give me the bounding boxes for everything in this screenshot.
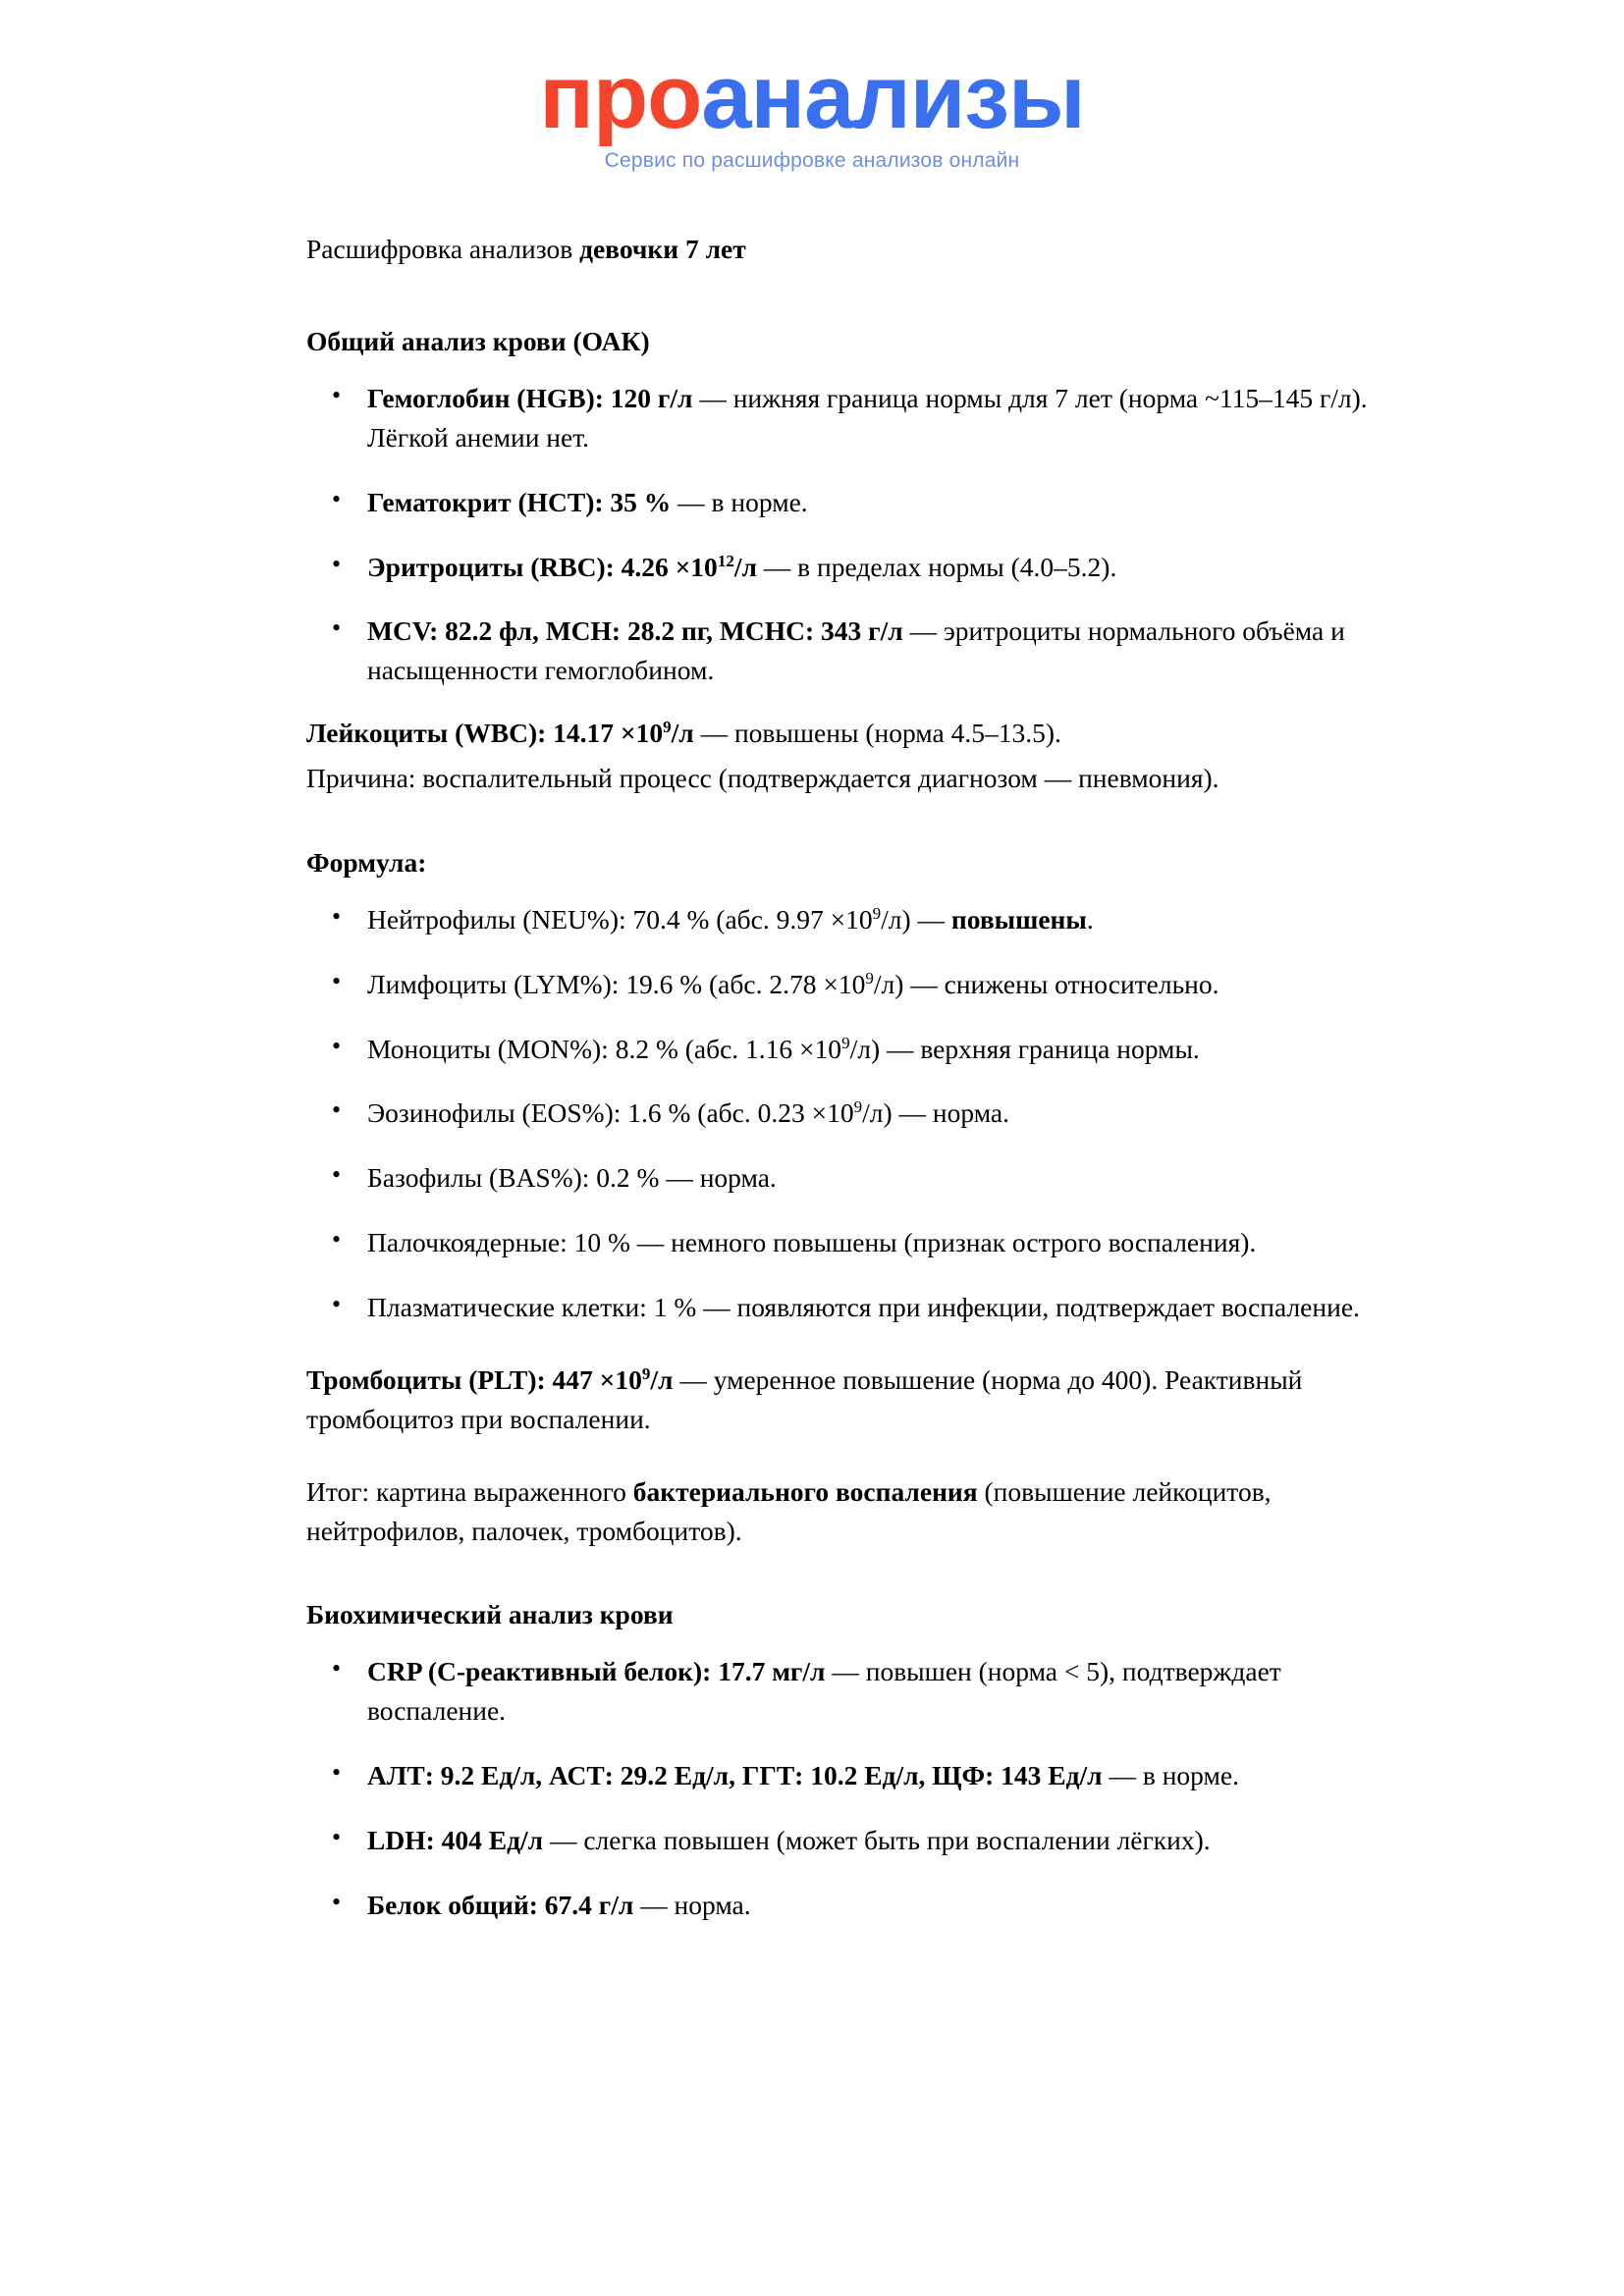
section-heading-biochemistry: Биохимический анализ крови (306, 1599, 674, 1630)
diff-eos-mid: /л) — норма. (862, 1097, 1009, 1129)
site-header (0, 0, 1624, 173)
site-logo[interactable] (0, 47, 1624, 147)
summary-diagnosis: бактериального воспаления (632, 1475, 978, 1507)
list-item (306, 1821, 1396, 1860)
biochem-protein-note: — норма. (633, 1889, 751, 1920)
cbc-summary-line (306, 1472, 1396, 1551)
list-item (306, 612, 1396, 690)
list-item (306, 1158, 1396, 1198)
platelets-line (306, 1361, 1396, 1439)
cbc-hct-note: — в норме. (671, 486, 808, 517)
summary-pre: Итог: картина выраженного (306, 1475, 633, 1507)
cbc-rbc-value-pre: Эритроциты (RBC): 4.26 ×10 (367, 551, 718, 582)
list-item (306, 1094, 1396, 1133)
cbc-wbc-line (306, 714, 1396, 753)
biochem-enzymes-value: АЛТ: 9.2 Ед/л, АСТ: 29.2 Ед/л, ГГТ: 10.2 Ед/л, ЩФ: 143 Ед/л (367, 1760, 1103, 1791)
biochem-protein-value: Белок общий: 67.4 г/л (367, 1889, 634, 1920)
differential-bullet-list (306, 900, 1396, 1327)
list-item (306, 1652, 1396, 1731)
plt-value-pre: Тромбоциты (PLT): 447 ×10 (306, 1363, 642, 1395)
list-item (306, 1223, 1396, 1262)
list-item (306, 548, 1396, 587)
diff-mon-pre: Моноциты (MON%): 8.2 % (абс. 1.16 ×10 (367, 1033, 842, 1064)
list-item (306, 1030, 1396, 1069)
list-item (306, 1288, 1396, 1327)
cbc-indices-value: MCV: 82.2 фл, MCH: 28.2 пг, MCHC: 343 г/л (367, 615, 903, 647)
cbc-hct-value: Гематокрит (HCT): 35 % (367, 486, 672, 517)
diff-mon-exponent: 9 (841, 1033, 850, 1052)
biochem-bullet-list (306, 1652, 1396, 1924)
biochem-ldh-value: LDH: 404 Ед/л (367, 1824, 544, 1855)
cbc-rbc-value-post: /л (733, 551, 757, 582)
cbc-wbc-cause: Причина: воспалительный процесс (подтверждается диагнозом — пневмония). (306, 763, 1219, 794)
biochem-crp-note: — повышен (норма < 5), подтверждает воспаление. (367, 1656, 1281, 1727)
section-heading-cbc: Общий анализ крови (ОАК) (306, 326, 650, 357)
diff-neu-status: повышены (950, 903, 1087, 934)
logo-text-analizy: анализы (701, 47, 1085, 147)
summary-post: (повышение лейкоцитов, нейтрофилов, палочек, тромбоцитов). (306, 1475, 1272, 1546)
diff-lym-exponent: 9 (865, 968, 874, 988)
cbc-indices-note: — эритроциты нормального объёма и насыщенности гемоглобином. (367, 615, 1345, 686)
list-item (306, 379, 1396, 457)
cbc-rbc-note: — в пределах нормы (4.0–5.2). (756, 551, 1117, 582)
biochem-enzymes-note: — в норме. (1102, 1760, 1239, 1791)
cbc-hgb-note: — нижняя граница нормы для 7 лет (норма ~115–145 г/л). Лёгкой анемии нет. (367, 382, 1368, 453)
plt-value-post: /л (650, 1363, 674, 1395)
diff-band-text: Палочкоядерные: 10 % — немного повышены (признак острого воспаления). (367, 1227, 1257, 1258)
cbc-bullet-list (306, 379, 1396, 690)
diff-lym-pre: Лимфоциты (LYM%): 19.6 % (абс. 2.78 ×10 (367, 968, 866, 999)
plt-note: — умеренное повышение (норма до 400). Реактивный тромбоцитоз при воспалении. (306, 1363, 1303, 1434)
cbc-rbc-exponent: 12 (717, 551, 734, 570)
diff-plasma-text: Плазматические клетки: 1 % — появляются при инфекции, подтверждает воспаление. (367, 1292, 1360, 1323)
site-tagline: Сервис по расшифровке анализов онлайн (604, 149, 1020, 173)
diff-neu-mid: /л) — (881, 903, 951, 934)
diff-lym-mid: /л) — снижены относительно. (873, 968, 1219, 999)
list-item (306, 965, 1396, 1004)
report-document (159, 230, 1465, 1925)
list-item (306, 1756, 1396, 1795)
list-item (306, 900, 1396, 939)
cbc-hgb-value: Гемоглобин (HGB): 120 г/л (367, 382, 693, 413)
cbc-wbc-value-post: /л (671, 718, 694, 749)
diff-bas-text: Базофилы (BAS%): 0.2 % — норма. (367, 1162, 777, 1194)
diff-eos-exponent: 9 (853, 1097, 863, 1117)
biochem-ldh-note: — слегка повышен (может быть при воспалении лёгких). (543, 1824, 1211, 1855)
cbc-wbc-note: — повышены (норма 4.5–13.5). (693, 718, 1061, 749)
plt-exponent: 9 (641, 1363, 651, 1383)
diff-neu-exponent: 9 (872, 903, 882, 923)
logo-text-pro: про (539, 47, 702, 147)
lead-prefix: Расшифровка анализов (306, 234, 580, 265)
diff-neu-post: . (1086, 903, 1094, 934)
diff-neu-pre: Нейтрофилы (NEU%): 70.4 % (абс. 9.97 ×10 (367, 903, 873, 934)
list-item (306, 1886, 1396, 1925)
cbc-wbc-exponent: 9 (663, 718, 672, 736)
lead-patient: девочки 7 лет (579, 234, 746, 265)
biochem-crp-value: CRP (С-реактивный белок): 17.7 мг/л (367, 1656, 826, 1687)
diff-eos-pre: Эозинофилы (EOS%): 1.6 % (абс. 0.23 ×10 (367, 1097, 854, 1129)
diff-mon-mid: /л) — верхняя граница нормы. (849, 1033, 1200, 1064)
section-heading-differential: Формула: (306, 846, 427, 878)
list-item (306, 483, 1396, 522)
cbc-wbc-value-pre: Лейкоциты (WBC): 14.17 ×10 (306, 718, 664, 749)
report-lead-line (306, 230, 1396, 269)
